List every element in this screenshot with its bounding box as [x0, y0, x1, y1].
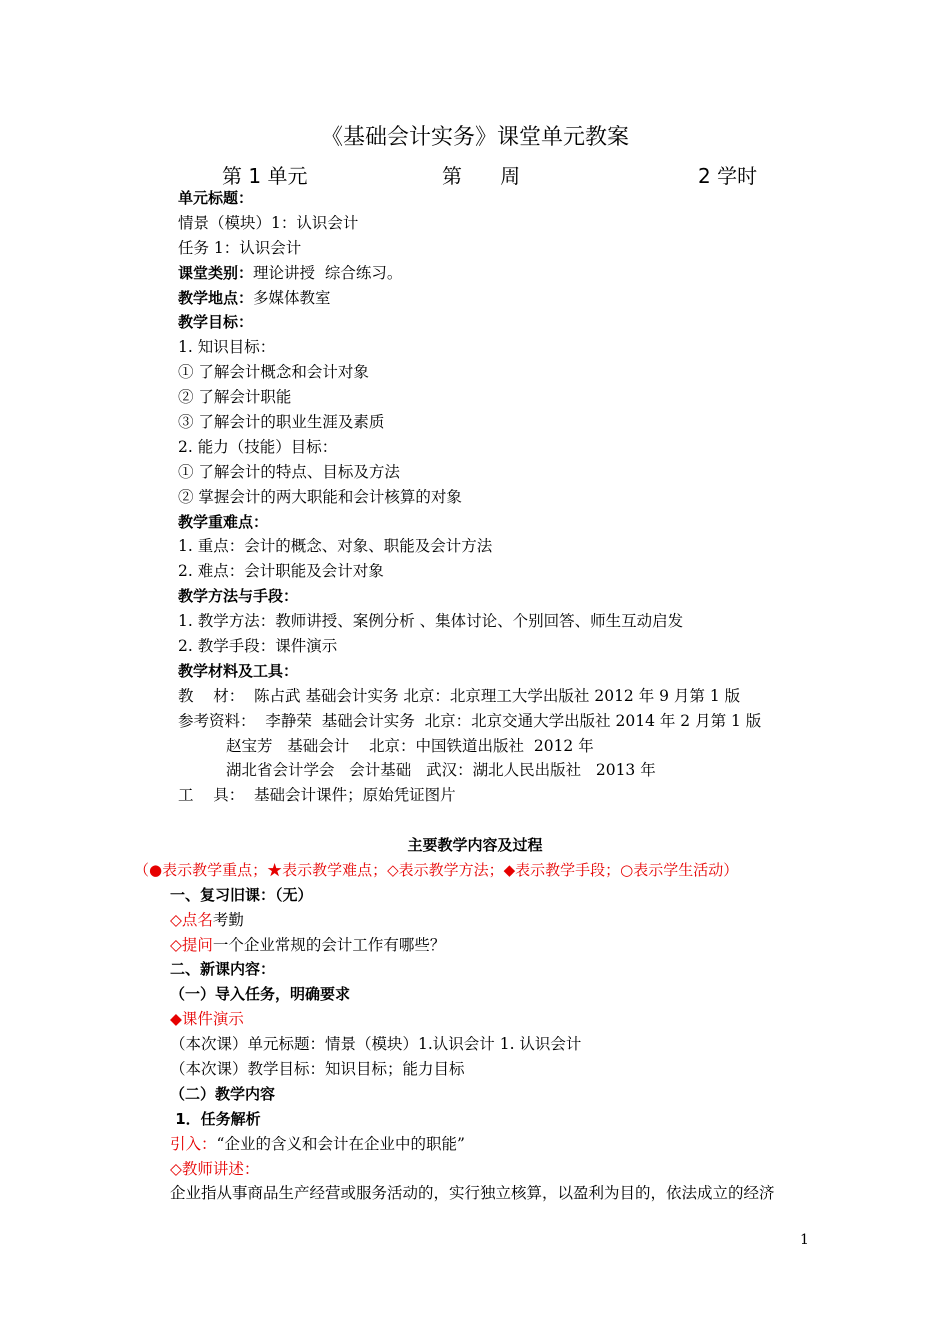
text-line [178, 510, 818, 535]
line-text: ② 掌握会计的两大职能和会计核算的对象 [178, 487, 462, 506]
line-text: 2. 难点：会计职能及会计对象 [178, 562, 384, 581]
symbol-legend: （●表示教学重点；★表示教学难点；◇表示教学方法；◆表示教学手段；○表示学生活动） [134, 860, 739, 879]
line-text: （本次课）教学目标：知识目标；能力目标 [170, 1060, 465, 1079]
text-line [170, 957, 810, 982]
line-text: （本次课）单元标题：情景（模块）1.认识会计 1. 认识会计 [170, 1035, 582, 1054]
text-line [178, 709, 818, 734]
line-text: 赵宝芳 基础会计 北京：中国铁道出版社 2012 年 [226, 736, 594, 755]
line-text: 一个企业常规的会计工作有哪些？ [212, 935, 446, 954]
text-line [170, 982, 810, 1007]
line-text: 教 材： 陈占武 基础会计实务 北京：北京理工大学出版社 2012 年 9 月第 1 版 [178, 686, 741, 705]
line-text: 2. 能力（技能）目标： [178, 437, 338, 456]
line-text: 企业指从事商品生产经营或服务活动的，实行独立核算，以盈利为目的，依法成立的经济 [170, 1184, 775, 1203]
text-line [178, 534, 818, 559]
text-line [178, 211, 818, 236]
teaching-process-block [134, 833, 810, 1206]
line-text: ② 了解会计职能 [178, 388, 292, 407]
section-heading: 教学重难点： [178, 512, 269, 531]
text-line [178, 385, 818, 410]
week-number: 第 周 [442, 164, 521, 188]
line-text: “企业的含义和会计在企业中的职能” [216, 1134, 465, 1153]
section-heading: 二、新课内容： [170, 960, 276, 979]
line-text: 工 具： 基础会计课件；原始凭证图片 [178, 786, 456, 805]
line-text: 理论讲授 综合练习。 [253, 263, 403, 282]
marker-text: 引入： [170, 1134, 217, 1153]
text-line [178, 286, 818, 311]
text-line [178, 659, 818, 684]
text-line [178, 335, 818, 360]
unit-info-row [0, 160, 950, 188]
text-line [170, 1132, 810, 1157]
section-heading: 教学目标： [178, 313, 254, 332]
unit-number: 第 1 单元 [222, 164, 308, 188]
text-line [178, 410, 818, 435]
section-title: 主要教学内容及过程 [407, 836, 543, 854]
text-line [170, 1007, 810, 1032]
marker-text: ◇点名 [170, 910, 213, 929]
text-line [170, 1157, 810, 1182]
line-text: ① 了解会计的特点、目标及方法 [178, 462, 400, 481]
text-line [178, 634, 818, 659]
line-text: ① 了解会计概念和会计对象 [178, 363, 369, 382]
text-line [178, 360, 818, 385]
text-line [170, 908, 810, 933]
section-heading: （二）教学内容 [170, 1084, 276, 1103]
line-text: 多媒体教室 [253, 288, 331, 307]
marker-text: ◇教师讲述： [170, 1159, 260, 1178]
section-heading: （一）导入任务，明确要求 [170, 985, 351, 1004]
line-text: 湖北省会计学会 会计基础 武汉：湖北人民出版社 2013 年 [226, 761, 656, 780]
text-line [178, 460, 818, 485]
line-text: 1. 重点：会计的概念、对象、职能及会计方法 [178, 537, 493, 556]
page-title: 《基础会计实务》课堂单元教案 [320, 125, 629, 150]
text-line [170, 933, 810, 958]
marker-text: ◆课件演示 [170, 1010, 244, 1029]
text-line [178, 684, 818, 709]
text-line [170, 1181, 810, 1206]
text-line [170, 1107, 810, 1132]
text-line [170, 883, 810, 908]
line-text: 参考资料： 李静荣 基础会计实务 北京：北京交通大学出版社 2014 年 2 月第 1 版 [178, 711, 762, 730]
text-line [178, 236, 818, 261]
text-line [178, 310, 818, 335]
field-label: 课堂类别： [178, 263, 254, 282]
section-heading: 1．任务解析 [170, 1109, 261, 1128]
field-label: 教学地点： [178, 288, 254, 307]
text-line [178, 186, 818, 211]
text-line [178, 485, 818, 510]
line-text: 任务 1：认识会计 [178, 238, 302, 257]
text-line [170, 1057, 810, 1082]
text-line [170, 1032, 810, 1057]
line-text: 1. 教学方法：教师讲授、案例分析 、集体讨论、个别回答、师生互动启发 [178, 612, 684, 631]
section-heading: 教学方法与手段： [178, 587, 299, 606]
text-line [178, 584, 818, 609]
section-heading: 一、复习旧课：（无） [170, 885, 313, 904]
text-line [178, 261, 818, 286]
class-hours: 2 学时 [698, 164, 758, 188]
text-line [178, 609, 818, 634]
line-text: 1. 知识目标： [178, 338, 276, 357]
line-text: ③ 了解会计的职业生涯及素质 [178, 413, 385, 432]
marker-text: ◇提问 [170, 935, 213, 954]
text-line [178, 783, 818, 808]
text-line [178, 559, 818, 584]
line-text: 考勤 [212, 910, 244, 929]
lesson-header-block [178, 186, 818, 808]
text-line [178, 758, 818, 783]
text-line [178, 435, 818, 460]
section-heading: 教学材料及工具： [178, 661, 299, 680]
page-number: 1 [800, 1232, 809, 1248]
text-line [178, 734, 818, 759]
section-heading: 单元标题： [178, 189, 254, 207]
text-line [170, 1082, 810, 1107]
line-text: 2. 教学手段：课件演示 [178, 637, 338, 656]
line-text: 情景（模块）1：认识会计 [178, 213, 359, 232]
